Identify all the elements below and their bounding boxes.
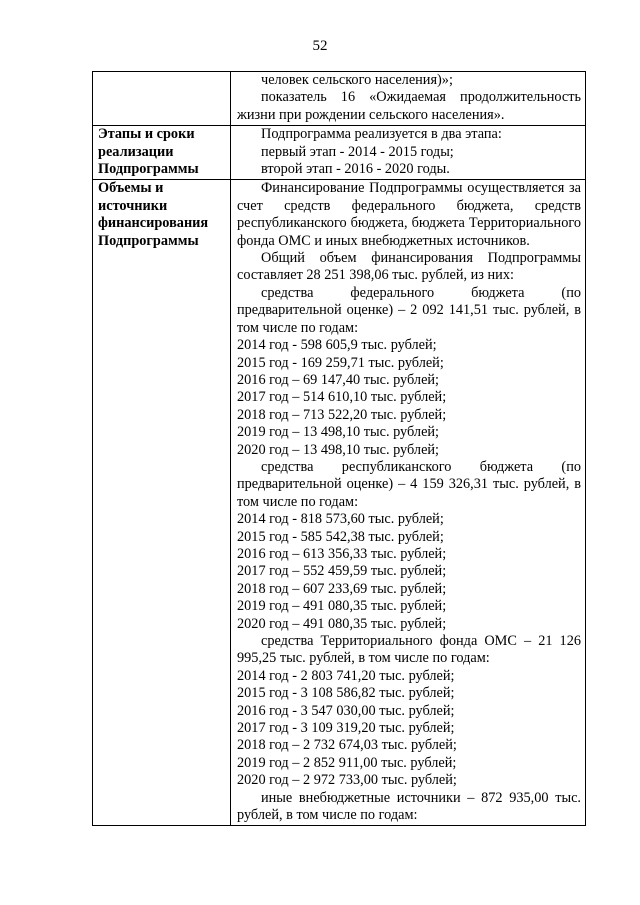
row-value-cell [231, 180, 586, 826]
table-row [93, 72, 586, 126]
paragraph: 2016 год – 613 356,33 тыс. рублей; [237, 545, 447, 562]
paragraph: 2018 год – 607 233,69 тыс. рублей; [237, 580, 447, 597]
row-value-cell [231, 72, 586, 126]
paragraph: 2016 год – 69 147,40 тыс. рублей; [237, 371, 440, 388]
row-label-cell [93, 180, 231, 826]
row-label-line: Подпрограммы [98, 232, 199, 249]
table-row [93, 126, 586, 180]
paragraph: средства республиканского бюджета (по предварительной оценке) – 4 159 326,31 тыс. рублей, в том числе по годам: [237, 458, 581, 510]
table-body [93, 72, 586, 826]
paragraph: 2018 год – 713 522,20 тыс. рублей; [237, 406, 447, 423]
row-label-cell [93, 126, 231, 180]
paragraph: 2020 год – 13 498,10 тыс. рублей; [237, 441, 440, 458]
row-label-line: реализации [98, 143, 174, 160]
paragraph: 2014 год - 598 605,9 тыс. рублей; [237, 337, 437, 354]
paragraph: 2017 год – 514 610,10 тыс. рублей; [237, 389, 447, 406]
paragraph: иные внебюджетные источники – 872 935,00 тыс. рублей, в том числе по годам: [237, 789, 581, 824]
paragraph: 2015 год - 3 108 586,82 тыс. рублей; [237, 685, 455, 702]
paragraph: средства федерального бюджета (по предварительной оценке) – 2 092 141,51 тыс. рублей, в том числе по годам: [237, 284, 581, 336]
paragraph: 2019 год – 2 852 911,00 тыс. рублей; [237, 754, 457, 771]
paragraph: средства Территориального фонда ОМС – 21 126 995,25 тыс. рублей, в том числе по годам: [237, 633, 581, 667]
row-label-line: финансирования [98, 215, 209, 232]
paragraph: Подпрограмма реализуется в два этапа: [261, 126, 502, 143]
paragraph: 2014 год - 2 803 741,20 тыс. рублей; [237, 667, 455, 684]
paragraph: 2020 год – 2 972 733,00 тыс. рублей; [237, 772, 457, 789]
paragraph: 2016 год - 3 547 030,00 тыс. рублей; [237, 702, 455, 719]
paragraph: показатель 16 «Ожидаемая продолжительность жизни при рождении сельского населения». [237, 89, 581, 123]
paragraph: 2017 год – 552 459,59 тыс. рублей; [237, 563, 447, 580]
paragraph: 2017 год - 3 109 319,20 тыс. рублей; [237, 720, 455, 737]
row-label-line: Этапы и сроки [98, 126, 195, 143]
paragraph: Общий объем финансирования Подпрограммы составляет 28 251 398,06 тыс. рублей, из них: [237, 250, 581, 284]
row-label-line: источники [98, 197, 168, 214]
subprogram-passport-table [92, 71, 586, 826]
paragraph: 2014 год - 818 573,60 тыс. рублей; [237, 511, 444, 528]
paragraph: 2015 год - 169 259,71 тыс. рублей; [237, 354, 444, 371]
paragraph: 2015 год - 585 542,38 тыс. рублей; [237, 528, 444, 545]
paragraph: человек сельского населения)»; [261, 72, 453, 88]
table-row [93, 180, 586, 826]
paragraph: первый этап - 2014 - 2015 годы; [261, 143, 454, 160]
paragraph: Финансирование Подпрограммы осуществляется за счет средств федерального бюджета, средств республиканского бюджета, бюджета Территориального фонда ОМС и иных внебюджетных источников. [237, 180, 581, 249]
row-label-line: Объемы и [98, 180, 164, 197]
paragraph: 2020 год – 491 080,35 тыс. рублей; [237, 615, 447, 632]
page-number: 52 [312, 38, 328, 54]
paragraph: второй этап - 2016 - 2020 годы. [261, 161, 450, 178]
paragraph: 2019 год – 491 080,35 тыс. рублей; [237, 598, 447, 615]
paragraph: 2019 год – 13 498,10 тыс. рублей; [237, 424, 440, 441]
row-value-cell [231, 126, 586, 180]
paragraph: 2018 год – 2 732 674,03 тыс. рублей; [237, 737, 457, 754]
row-label-line: Подпрограммы [98, 161, 199, 178]
row-label-cell [93, 72, 231, 126]
